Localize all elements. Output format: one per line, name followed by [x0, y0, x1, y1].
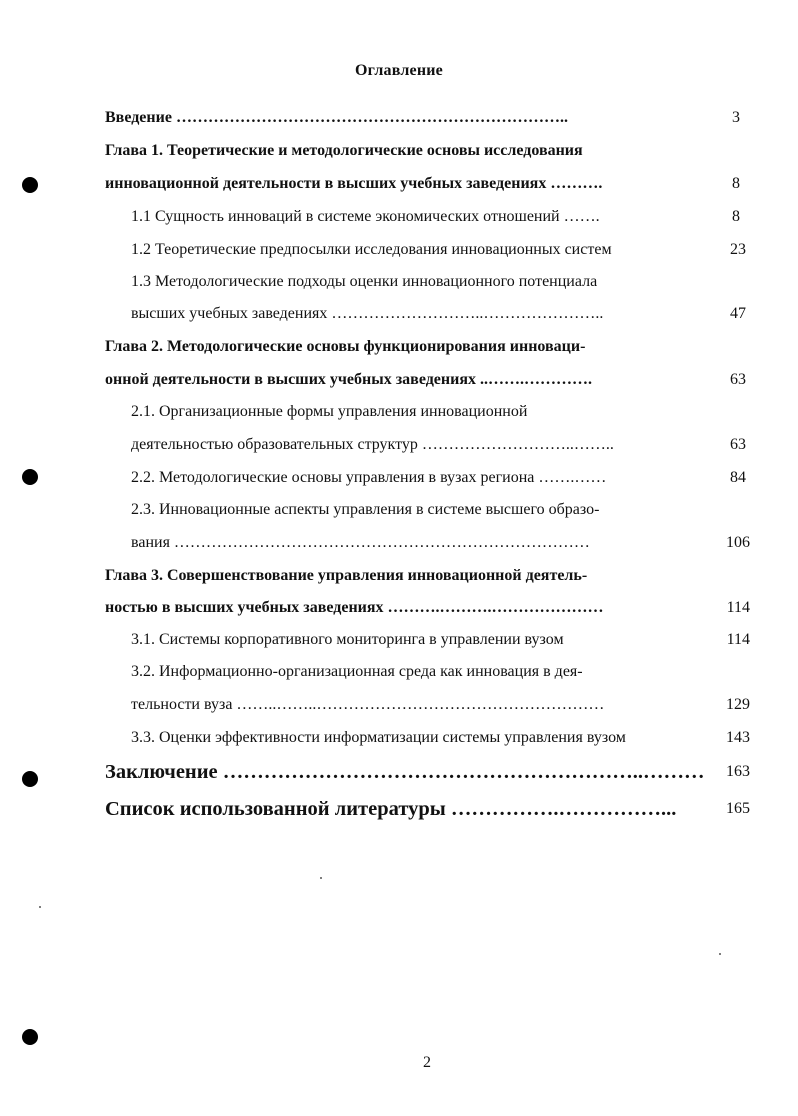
toc-entry-text: 3.3. Оценки эффективности информатизации системы управления вузом: [131, 729, 626, 746]
toc-entry-text: 2.1. Организационные формы управления инновационной: [131, 403, 528, 420]
toc-entry[interactable]: [0, 139, 798, 163]
toc-entry[interactable]: [0, 270, 798, 294]
toc-entry[interactable]: [0, 302, 798, 326]
toc-entry[interactable]: [0, 660, 798, 684]
toc-entry-page: 63: [730, 371, 746, 388]
toc-entry-text: Список использованной литературы …………….……………...: [105, 798, 677, 820]
toc-entry-text: вания ……………………………………………………………………: [131, 534, 590, 551]
toc-entry-text: тельности вуза ……..……..………………………………………………: [131, 696, 605, 713]
toc-entry[interactable]: [0, 531, 798, 555]
toc-entry-page: 114: [726, 631, 750, 648]
toc-entry-text: 1.1 Сущность инноваций в системе экономических отношений …….: [131, 208, 600, 225]
scan-speck: [719, 953, 721, 955]
toc-entry-text: инновационной деятельности в высших учебных заведениях ……….: [105, 175, 603, 192]
toc-entry-page: 84: [730, 469, 746, 486]
toc-entry-page: 129: [726, 696, 750, 713]
toc-entry-text: высших учебных заведениях ………………………..…………………..: [131, 305, 604, 322]
toc-entry[interactable]: [0, 335, 798, 359]
toc-entry-text: 3.2. Информационно-организационная среда как инновация в дея-: [131, 663, 583, 680]
page-number: 2: [423, 1054, 431, 1071]
toc-entry-page: 3: [732, 109, 740, 126]
toc-entry[interactable]: [0, 466, 798, 490]
toc-entry-text: Глава 2. Методологические основы функционирования инноваци-: [105, 338, 586, 355]
toc-entry-page: 114: [726, 599, 750, 616]
binder-hole-4: [22, 1029, 38, 1045]
toc-entry-text: 1.3 Методологические подходы оценки инновационного потенциала: [131, 273, 598, 290]
toc-entry[interactable]: [0, 758, 798, 786]
toc-entry-text: Введение ………………………………………………………………..: [105, 109, 568, 126]
toc-entry-text: 2.3. Инновационные аспекты управления в системе высшего образо-: [131, 501, 600, 518]
toc-entry-text: деятельностью образовательных структур ………………………..……..: [131, 436, 614, 453]
scan-speck: [39, 906, 41, 908]
toc-entry-text: 2.2. Методологические основы управления в вузах региона …….……: [131, 469, 607, 486]
toc-entry-page: 23: [730, 241, 746, 258]
toc-entry[interactable]: [0, 172, 798, 196]
toc-entry[interactable]: [0, 498, 798, 522]
toc-entry-page: 163: [726, 763, 750, 780]
toc-entry-page: 165: [726, 800, 750, 817]
toc-entry-text: Глава 3. Совершенствование управления инновационной деятель-: [105, 567, 588, 584]
scan-speck: [320, 877, 322, 879]
toc-title: Оглавление: [355, 62, 443, 79]
toc-entry[interactable]: [0, 795, 798, 823]
toc-entry[interactable]: [0, 726, 798, 750]
toc-entry[interactable]: [0, 693, 798, 717]
toc-entry[interactable]: [0, 628, 798, 652]
toc-entry-text: Глава 1. Теоретические и методологические основы исследования: [105, 142, 583, 159]
toc-entry-text: Заключение ……………………………………………………..………: [105, 761, 705, 783]
toc-entry-page: 8: [732, 175, 740, 192]
toc-entry-text: онной деятельности в высших учебных заведениях ..…….………….: [105, 371, 592, 388]
toc-entry[interactable]: [0, 596, 798, 620]
toc-entry-page: 63: [730, 436, 746, 453]
toc-entry-text: 1.2 Теоретические предпосылки исследования инновационных систем: [131, 241, 612, 258]
toc-entry[interactable]: [0, 564, 798, 588]
toc-entry[interactable]: [0, 238, 798, 262]
toc-entry-text: 3.1. Системы корпоративного мониторинга в управлении вузом: [131, 631, 564, 648]
toc-entry[interactable]: [0, 400, 798, 424]
toc-entry-text: ностью в высших учебных заведениях ……….……….…………………: [105, 599, 604, 616]
toc-entry[interactable]: [0, 205, 798, 229]
toc-entry-page: 8: [732, 208, 740, 225]
toc-entry-page: 47: [730, 305, 746, 322]
toc-entry[interactable]: [0, 106, 798, 130]
toc-entry-page: 106: [726, 534, 750, 551]
toc-entry[interactable]: [0, 368, 798, 392]
toc-entry[interactable]: [0, 433, 798, 457]
toc-entry-page: 143: [726, 729, 750, 746]
